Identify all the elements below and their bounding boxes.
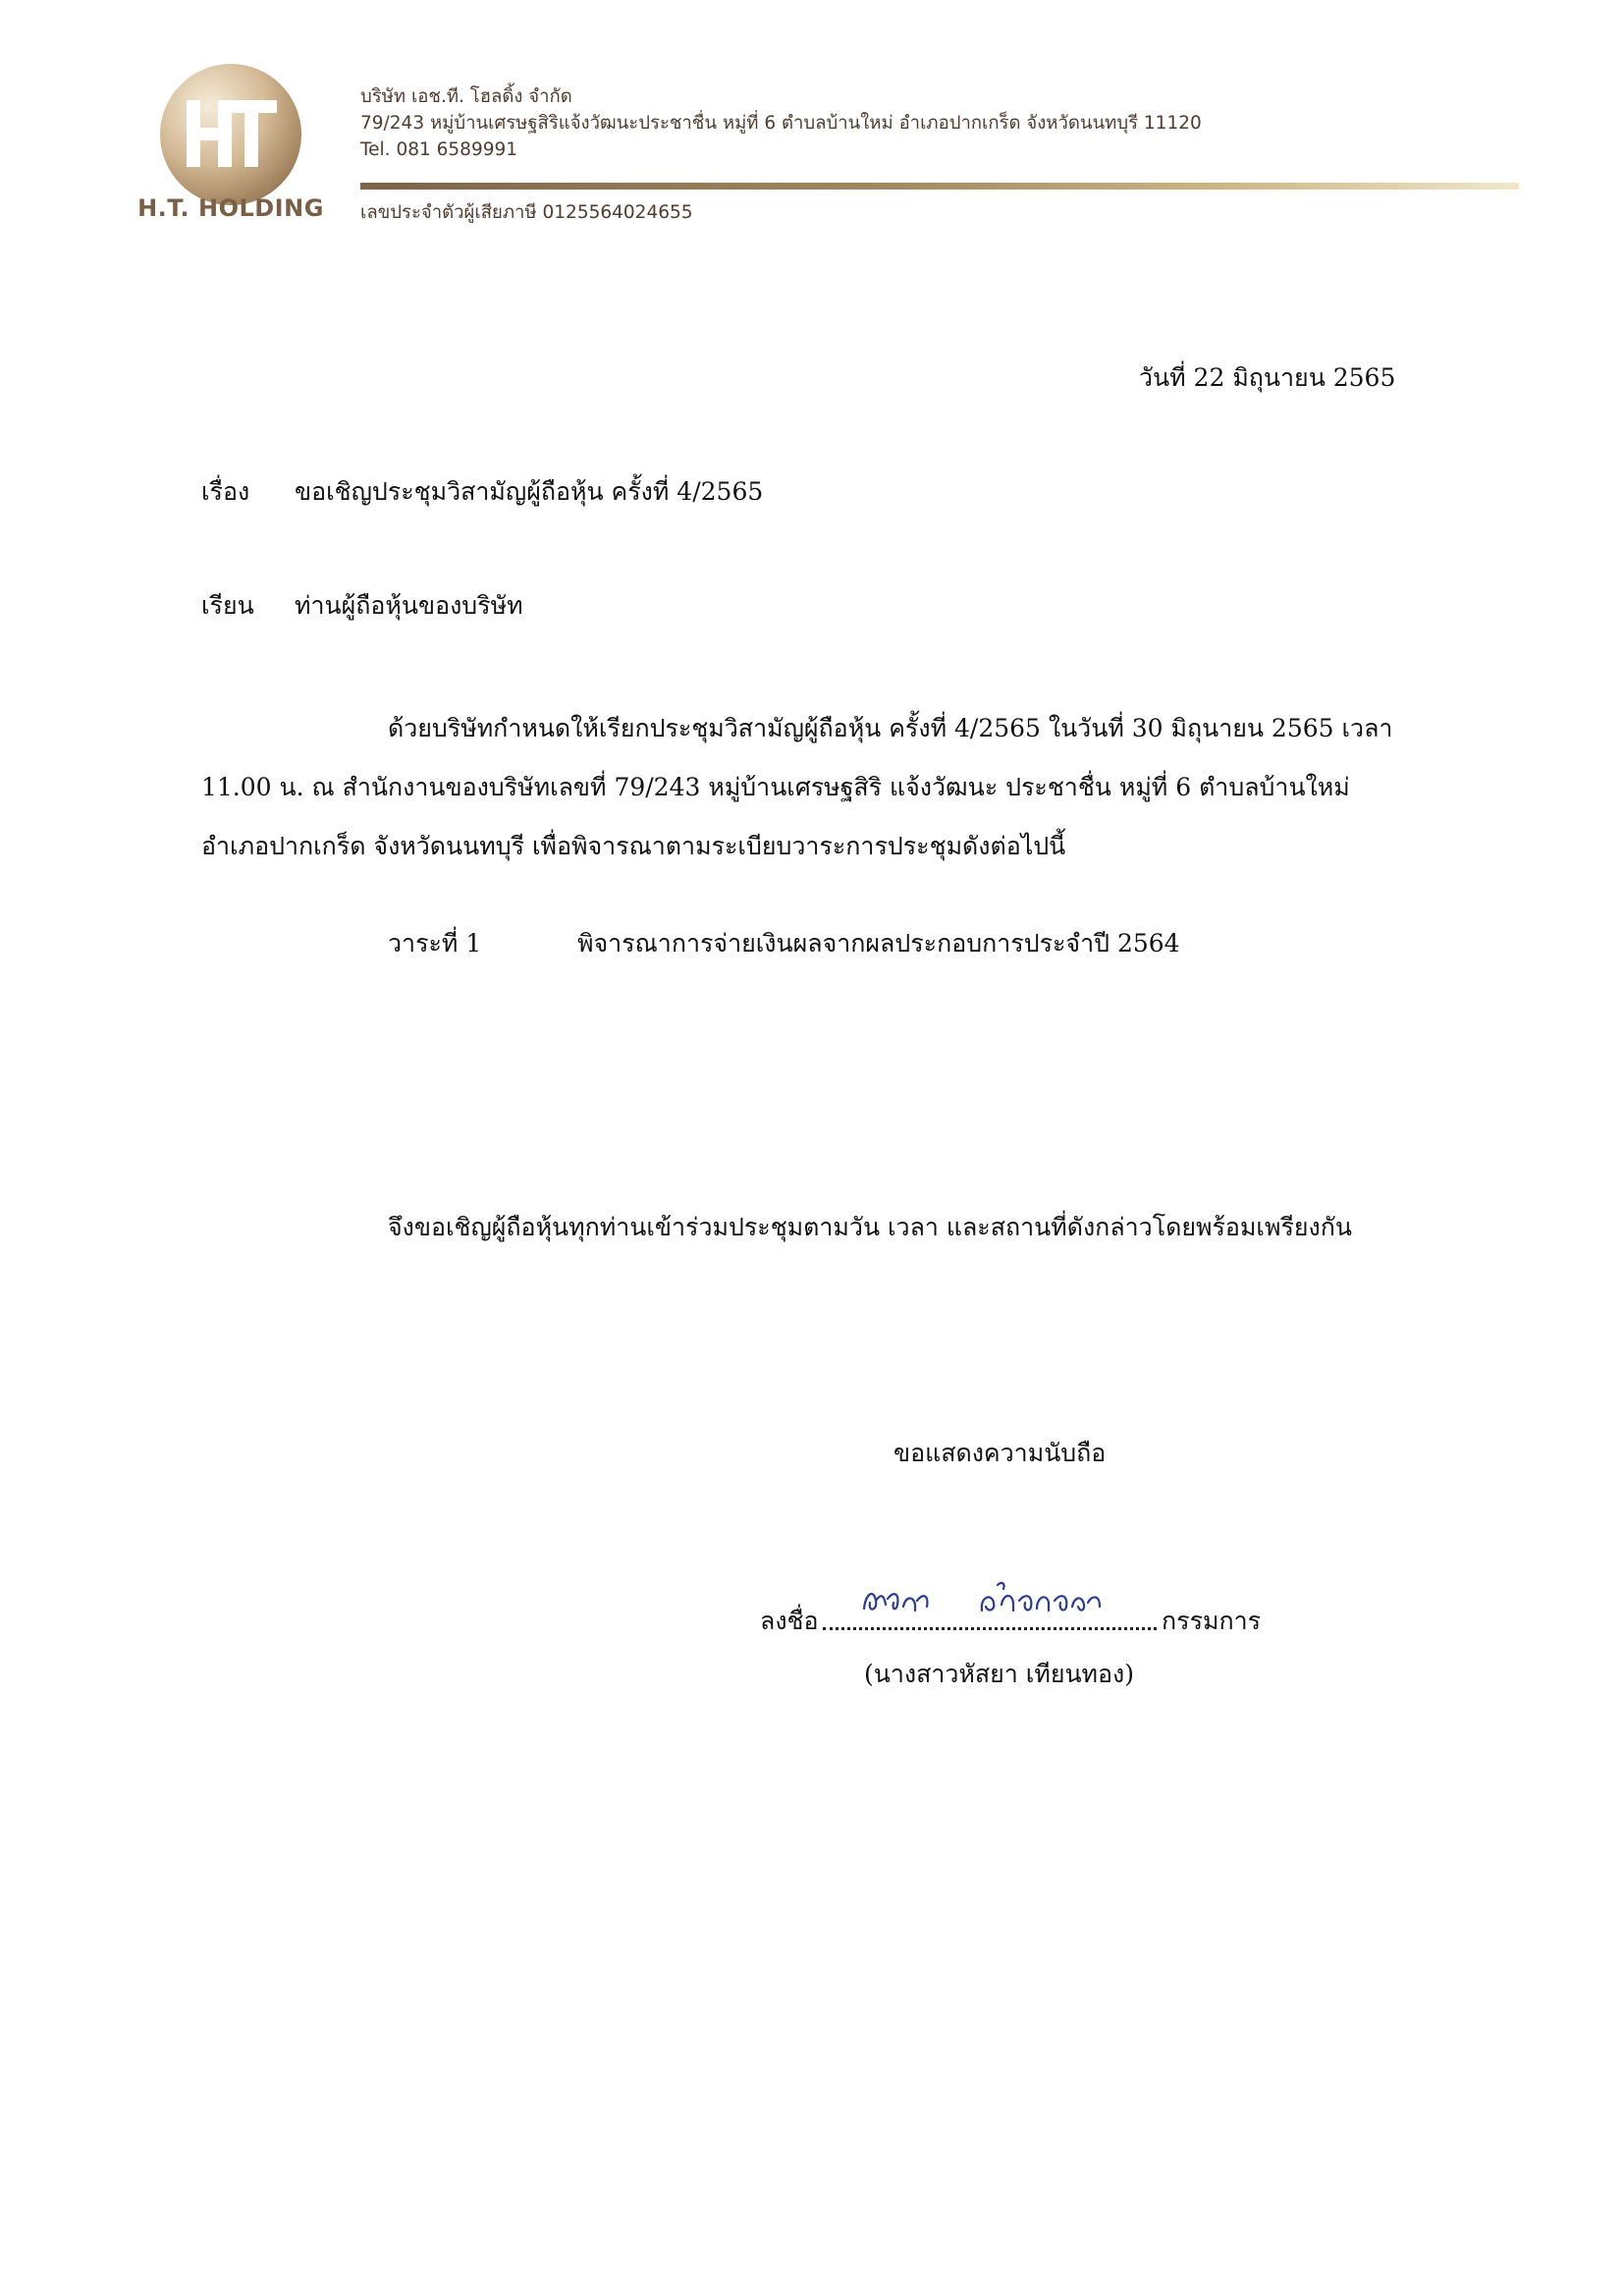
signatory-role: กรรมการ xyxy=(1162,1607,1262,1635)
logo-wordmark: H.T. HOLDING xyxy=(137,194,324,222)
company-logo xyxy=(137,61,324,233)
company-tax-id: เลขประจำตัวผู้เสียภาษี 0125564024655 xyxy=(360,202,693,223)
body-line: ด้วยบริษัทกำหนดให้เรียกประชุมวิสามัญผู้ถือหุ้น ครั้งที่ 4/2565 ในวันที่ 30 มิถุนายน 2565 เวลา xyxy=(388,714,1393,742)
company-details xyxy=(360,83,1342,163)
company-name: บริษัท เอช.ที. โฮลดิ้ง จำกัด xyxy=(360,86,572,107)
invitation-text: จึงขอเชิญผู้ถือหุ้นทุกท่านเข้าร่วมประชุมตามวัน เวลา และสถานที่ดังกล่าวโดยพร้อมเพรียงกัน xyxy=(388,1213,1352,1241)
recipient-text: ท่านผู้ถือหุ้นของบริษัท xyxy=(295,591,523,620)
company-address: 79/243 หมู่บ้านเศรษฐสิริแจ้งวัฒนะประชาชื่น หมู่ที่ 6 ตำบลบ้านใหม่ อำเภอปากเกร็ด จังหวัดนนทบุรี 11120 xyxy=(360,113,1202,134)
letterhead-divider xyxy=(360,183,1519,190)
body-line: อำเภอปากเกร็ด จังหวัดนนทบุรี เพื่อพิจารณาตามระเบียบวาระการประชุมดังต่อไปนี้ xyxy=(201,832,1066,860)
letter-date: วันที่ 22 มิถุนายน 2565 xyxy=(1139,363,1396,392)
subject-label: เรื่อง xyxy=(201,477,250,506)
body-line: 11.00 น. ณ สำนักงานของบริษัทเลขที่ 79/243 หมู่บ้านเศรษฐสิริ แจ้งวัฒนะ ประชาชื่น หมู่ที่ 6 ตำบลบ้านใหม่ xyxy=(201,773,1350,801)
signature-label: ลงชื่อ xyxy=(760,1607,819,1635)
body-paragraph xyxy=(201,699,1463,876)
company-phone: Tel. 081 6589991 xyxy=(360,139,518,160)
signatory-name: (นางสาวหัสยา เทียนทอง) xyxy=(864,1660,1135,1688)
handwritten-signature xyxy=(854,1571,1149,1630)
agenda-item-label: วาระที่ 1 xyxy=(388,929,482,957)
recipient-label: เรียน xyxy=(201,591,254,620)
agenda-item-text: พิจารณาการจ่ายเงินผลจากผลประกอบการประจำปี 2564 xyxy=(577,929,1180,957)
subject-text: ขอเชิญประชุมวิสามัญผู้ถือหุ้น ครั้งที่ 4/2565 xyxy=(295,477,764,506)
ht-monogram-icon xyxy=(157,61,304,208)
closing-text: ขอแสดงความนับถือ xyxy=(893,1439,1107,1467)
